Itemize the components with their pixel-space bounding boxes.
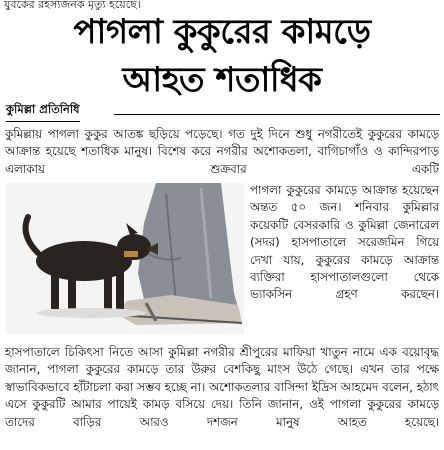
paragraph-3: হাসপাতালে চিকিৎসা নিতে আসা কুমিল্লা নগরীর শ্রীপুরের মাফিয়া খাতুন নামে এক বয়োবৃদ্ধ জানান, পাগলা কুকুরের কামড়ে তার উরুর বেশকিছু মাংস উঠে গেছে। এখন তার পক্ষে স্বাভাবিকভাবে হাঁটাচলা করা সম্ভব হচ্ছে না। অশোকতলার বাসিন্দা ইদ্রিস আহমেদ বলেন, হঠাৎ এসে কুকুরটি আমার পায়েই কামড় বসিয়ে দেয়। তিনি জানান, ওই পাগলা কুকুরের কামড়ে তাদের বাড়ির আরও দশজন মানুষ আহত হয়েছে।: [5, 345, 439, 429]
paragraph-1: কুমিল্লায় পাগলা কুকুর আতঙ্ক ছড়িয়ে পড়েছে। গত দুই দিনে শুধু নগরীতেই কুকুরের কামড়ে আক্রান্ত হয়েছে শতাধিক মানুষ। বিশেষ করে নগরীর অশোকতলা, বাগিচাগাঁও ও কান্দিরপাড় এলাকায় শুক্রবার একটি: [5, 127, 439, 176]
paragraph-2: পাগলা কুকুরের কামড়ে আক্রান্ত হয়েছেন অন্তত ৫০ জন। শনিবার কুমিল্লার কয়েকটি বেসরকারি ও কুমিল্লা জেনারেল (সদর) হাসপাতালে সরেজমিন গিয়ে দেখা যায়, কুকুরের কামড়ে আক্রান্ত ব্যক্তিরা হাসপাতালগুলো থেকে ভ্যাকসিন গ্রহণ করছেন।: [250, 183, 439, 302]
byline: কুমিল্লা প্রতিনিধি: [6, 101, 80, 122]
byline-rule: [114, 114, 440, 115]
headline-line-2: আহত শতাধিক: [122, 60, 322, 100]
headline-line-1: পাগলা কুকুরের কামড়ে: [73, 12, 371, 52]
previous-article-tail: যুবকের রহস্যজনক মৃত্যু হয়েছে।: [4, 0, 141, 10]
news-photo-dog-biting-leg: [6, 183, 244, 334]
